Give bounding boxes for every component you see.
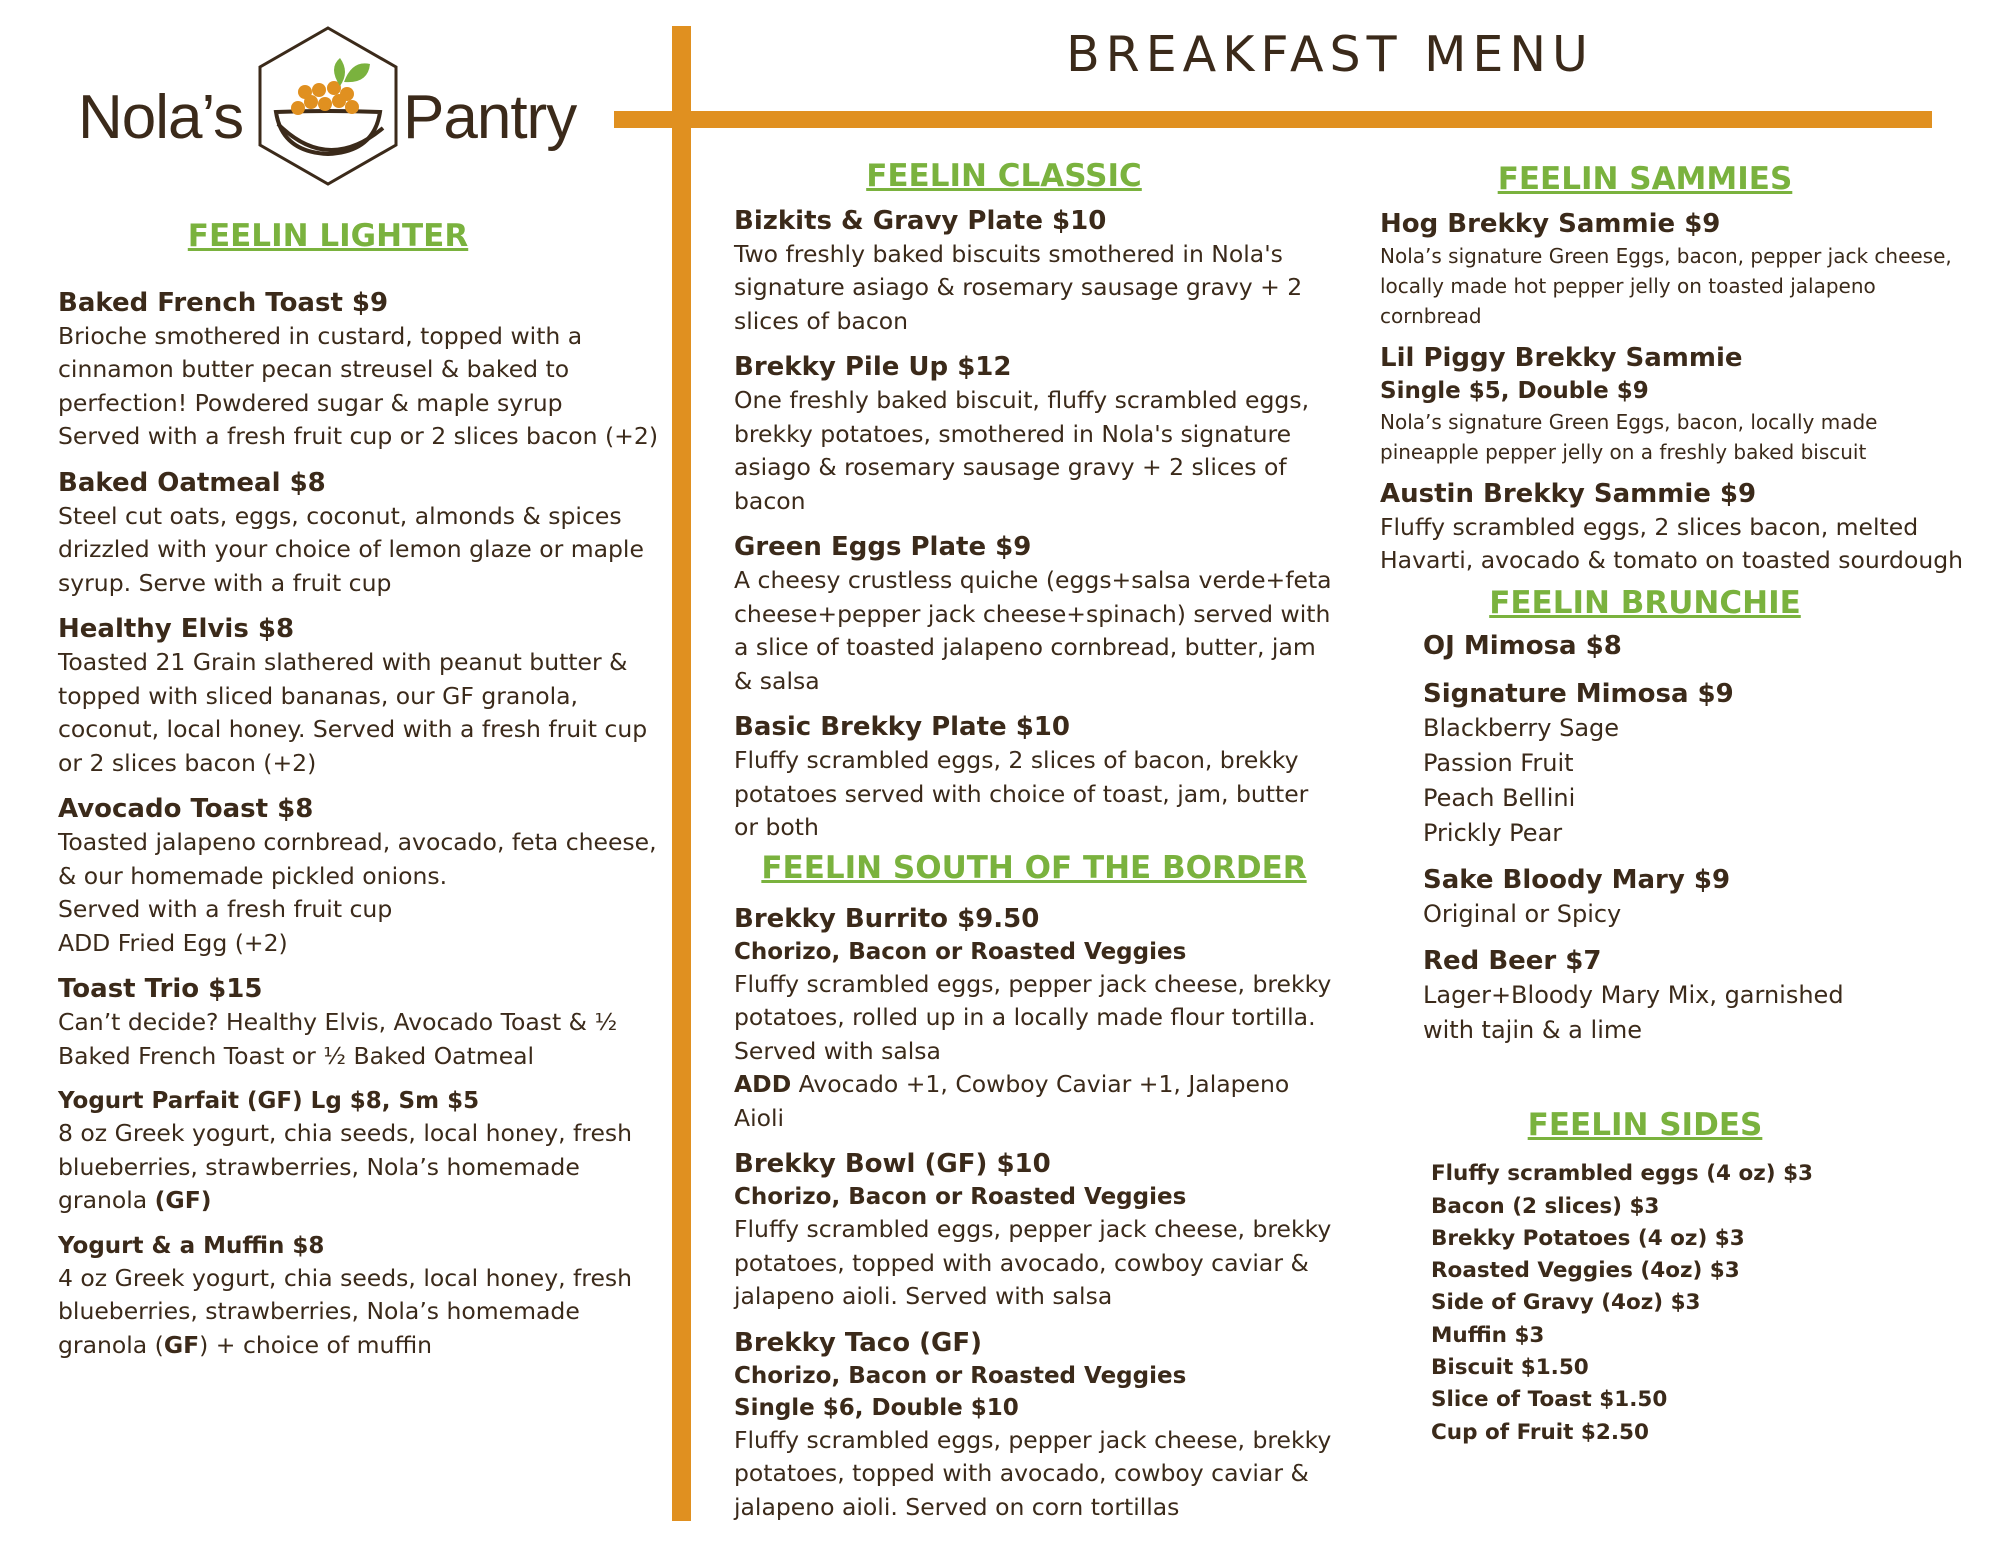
item-description: Fluffy scrambled eggs, pepper jack cheese, brekky potatoes, rolled up in a locally made flour tortilla. Served with salsa <box>734 969 1332 1065</box>
menu-item <box>734 710 1334 845</box>
item-name: Baked Oatmeal $8 <box>58 467 326 498</box>
add-text: Avocado +1, Cowboy Caviar +1, Jalapeno Aioli <box>734 1070 1290 1132</box>
drink-name: Signature Mimosa $9 <box>1423 678 1734 709</box>
item-description <box>58 1262 658 1363</box>
side-item: Slice of Toast $1.50 <box>1431 1387 1668 1413</box>
menu-item <box>58 612 658 780</box>
menu-item <box>734 1326 1334 1525</box>
menu-title: BREAKFAST MENU <box>1066 26 1594 83</box>
item-price: Single $5, Double $9 <box>1380 377 1649 404</box>
item-name: Lil Piggy Brekky Sammie <box>1380 342 1743 373</box>
item-name: Green Eggs Plate $9 <box>734 532 1032 563</box>
item-description: Two freshly baked biscuits smothered in Nola's signature asiago & rosemary sausage gravy + 2 slices of bacon <box>734 239 1303 335</box>
drink-option: with tajin & a lime <box>1423 1015 1642 1044</box>
section-title-classic: FEELIN CLASSIC <box>866 158 1142 194</box>
item-name: Brekky Bowl (GF) $10 <box>734 1149 1051 1179</box>
add-label: ADD <box>734 1070 792 1098</box>
drink-name: OJ Mimosa $8 <box>1423 630 1622 661</box>
menu-item <box>1380 477 1980 578</box>
item-description: Toasted jalapeno cornbread, avocado, feta cheese, & our homemade pickled onions. Served with a fresh fruit cup ADD Fried Egg (+2) <box>58 828 657 957</box>
item-description: Toasted 21 Grain slathered with peanut butter & topped with sliced bananas, our GF granola, coconut, local honey. Served with a fresh fruit cup or 2 slices bacon (+2) <box>58 648 648 777</box>
item-name: Yogurt & a Muffin $8 <box>58 1232 325 1259</box>
item-name: Avocado Toast $8 <box>58 794 314 825</box>
item-name: Hog Brekky Sammie $9 <box>1380 208 1721 239</box>
side-item: Fluffy scrambled eggs (4 oz) $3 <box>1431 1161 1813 1187</box>
gf-tag: GF <box>163 1330 200 1359</box>
horizontal-divider <box>614 111 1932 128</box>
item-description: Nola’s signature Green Eggs, bacon, locally made pineapple pepper jelly on a freshly baked biscuit <box>1380 409 1878 464</box>
drink-option: Prickly Pear <box>1423 818 1563 847</box>
item-options: Chorizo, Bacon or Roasted Veggies <box>734 1362 1187 1389</box>
drink-option: Peach Bellini <box>1423 783 1576 812</box>
item-description: Can’t decide? Healthy Elvis, Avocado Toast & ½ Baked French Toast or ½ Baked Oatmeal <box>58 1008 618 1070</box>
item-description <box>58 1117 658 1218</box>
item-description: Steel cut oats, eggs, coconut, almonds & spices drizzled with your choice of lemon glaze or maple syrup. Serve with a fruit cup <box>58 501 644 597</box>
drink-option: Lager+Bloody Mary Mix, garnished <box>1423 980 1844 1009</box>
side-item: Roasted Veggies (4oz) $3 <box>1431 1258 1740 1284</box>
item-name: Baked French Toast $9 <box>58 287 389 318</box>
menu-item <box>58 1230 658 1363</box>
menu-item <box>734 530 1334 698</box>
item-name: Toast Trio $15 <box>58 974 263 1005</box>
side-item: Bacon (2 slices) $3 <box>1431 1193 1660 1219</box>
side-item: Side of Gravy (4oz) $3 <box>1431 1290 1701 1316</box>
drink-name: Red Beer $7 <box>1423 945 1602 976</box>
item-name: Healthy Elvis $8 <box>58 614 295 645</box>
menu-item <box>734 1147 1334 1314</box>
side-item: Cup of Fruit $2.50 <box>1431 1419 1649 1445</box>
drink-option: Original or Spicy <box>1423 899 1622 928</box>
item-description: Fluffy scrambled eggs, 2 slices of bacon, brekky potatoes served with choice of toast, jam, butter or both <box>734 746 1309 842</box>
item-description: A cheesy crustless quiche (eggs+salsa verde+feta cheese+pepper jack cheese+spinach) served with a slice of toasted jalapeno cornbread, butter, jam & salsa <box>734 566 1332 695</box>
logo-text-right: Pantry <box>403 83 577 152</box>
column-sammies <box>1380 160 1980 1449</box>
column-classic <box>734 157 1334 1524</box>
section-title-sammies: FEELIN SAMMIES <box>1497 161 1793 197</box>
item-name: Yogurt Parfait (GF) Lg $8, Sm $5 <box>58 1088 480 1115</box>
item-description: Fluffy scrambled eggs, pepper jack cheese, brekky potatoes, topped with avocado, cowboy caviar & jalapeno aioli. Served on corn tortillas <box>734 1425 1332 1521</box>
item-description-text: 4 oz Greek yogurt, chia seeds, local honey, fresh blueberries, strawberries, Nola’s homemade granola ( <box>58 1263 633 1359</box>
drink-name: Sake Bloody Mary $9 <box>1423 864 1731 895</box>
logo-bowl-icon <box>248 24 408 194</box>
item-options: Chorizo, Bacon or Roasted Veggies <box>734 938 1187 965</box>
menu-item <box>58 1085 658 1218</box>
item-options: Chorizo, Bacon or Roasted Veggies <box>734 1184 1187 1210</box>
section-title-sides: FEELIN SIDES <box>1527 1106 1763 1143</box>
menu-item <box>58 286 658 454</box>
item-description-text: ) + choice of muffin <box>199 1330 433 1359</box>
item-description: Fluffy scrambled eggs, pepper jack cheese, brekky potatoes, topped with avocado, cowboy caviar & jalapeno aioli. Served with salsa <box>734 1215 1332 1310</box>
menu-item <box>734 902 1334 1136</box>
item-description: One freshly baked biscuit, fluffy scrambled eggs, brekky potatoes, smothered in Nola's signature asiago & rosemary sausage gravy + 2 slices of bacon <box>734 386 1310 515</box>
item-name: Bizkits & Gravy Plate $10 <box>734 205 1107 236</box>
item-name: Basic Brekky Plate $10 <box>734 712 1070 743</box>
gf-tag: (GF) <box>154 1186 212 1215</box>
logo-text-left: Nola’s <box>78 83 244 152</box>
side-item: Biscuit $1.50 <box>1431 1355 1589 1381</box>
item-name: Brekky Burrito $9.50 <box>734 903 1040 934</box>
drink-option: Passion Fruit <box>1423 748 1574 777</box>
menu-item <box>58 792 658 960</box>
section-title-brunchie: FEELIN BRUNCHIE <box>1489 584 1801 621</box>
menu-item <box>58 972 658 1073</box>
column-lighter <box>58 217 658 1362</box>
vertical-divider <box>672 26 691 1521</box>
item-description: Brioche smothered in custard, topped with a cinnamon butter pecan streusel & baked to perfection! Powdered sugar & maple syrup Served with a fresh fruit cup or 2 slices bacon (+2) <box>58 321 658 451</box>
item-name: Austin Brekky Sammie $9 <box>1380 478 1757 509</box>
item-name: Brekky Taco (GF) <box>734 1327 982 1358</box>
item-name: Brekky Pile Up $12 <box>734 352 1012 383</box>
menu-item <box>1380 341 1980 467</box>
item-description: Fluffy scrambled eggs, 2 slices bacon, melted Havarti, avocado & tomato on toasted sourdough <box>1380 512 1964 575</box>
side-item: Muffin $3 <box>1431 1322 1545 1348</box>
logo <box>78 24 588 192</box>
brunchie-list <box>1380 629 1980 1048</box>
item-addons <box>734 1068 1334 1135</box>
menu-item <box>58 466 658 601</box>
item-description-text: 8 oz Greek yogurt, chia seeds, local honey, fresh blueberries, strawberries, Nola’s homemade granola <box>58 1119 633 1215</box>
menu-item <box>734 204 1334 339</box>
item-description: Nola’s signature Green Eggs, bacon, pepper jack cheese, locally made hot pepper jelly on toasted jalapeno cornbread <box>1380 243 1952 328</box>
section-title-lighter: FEELIN LIGHTER <box>187 218 469 254</box>
side-item: Brekky Potatoes (4 oz) $3 <box>1431 1225 1745 1251</box>
menu-item <box>734 350 1334 518</box>
section-title-south: FEELIN SOUTH OF THE BORDER <box>761 849 1307 886</box>
item-price: Single $6, Double $10 <box>734 1394 1019 1421</box>
menu-item <box>1380 207 1980 331</box>
drink-option: Blackberry Sage <box>1423 713 1620 742</box>
sides-list <box>1380 1158 1980 1449</box>
